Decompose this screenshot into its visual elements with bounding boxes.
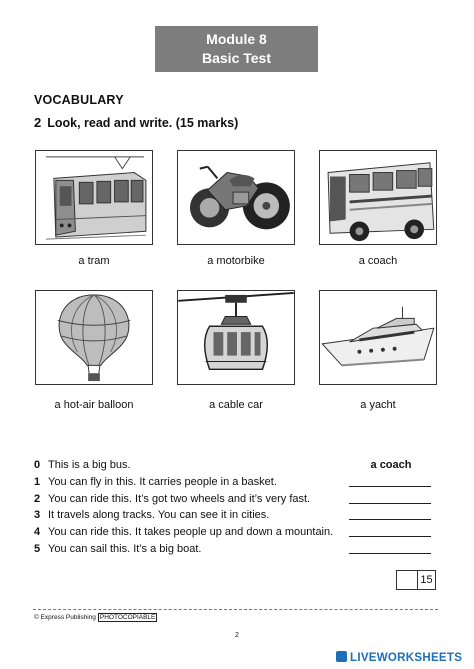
cable-car-picture [177,290,295,385]
sentence-text: You can fly in this. It carries people in a basket. [48,475,277,488]
sentence-text: You can sail this. It’s a big boat. [48,542,202,555]
publisher-credit: © Express Publishing [34,614,96,621]
sentence-row [34,507,444,524]
task-number: 2 [34,115,42,130]
answer-blank[interactable] [349,553,431,554]
sentence-list [34,457,444,558]
picture-caption: a yacht [360,399,396,411]
task-instruction: Look, read and write. (15 marks) [47,116,239,130]
sentence-number: 5 [34,542,41,555]
sentence-number: 4 [34,526,41,539]
picture-caption: a hot-air balloon [54,399,134,411]
score-box [396,570,436,590]
score-total: 15 [420,574,433,586]
sentence-text: You can ride this. It’s got two wheels and it’s very fast. [48,492,311,505]
page-number: 2 [235,632,239,639]
tram-picture [35,150,153,245]
motorbike-icon [178,151,294,244]
hot-air-balloon-icon [36,291,152,384]
footer [34,614,157,621]
divider [33,609,438,610]
section-title: VOCABULARY [34,93,124,107]
yacht-icon [320,291,436,384]
sentence-number: 3 [34,509,41,522]
sentence-row [34,474,444,491]
score-input[interactable] [397,571,418,589]
sentence-row [34,491,444,508]
sentence-row [34,524,444,541]
sentence-text: It travels along tracks. You can see it in cities. [48,509,270,522]
sentence-row [34,457,444,474]
sentence-number: 0 [34,459,41,471]
sentence-row [34,541,444,558]
coach-icon [320,151,436,244]
sentence-number: 1 [34,475,41,488]
motorbike-picture [177,150,295,245]
liveworksheets-icon [336,651,347,662]
photocopiable-label: PHOTOCOPIABLE [99,614,156,621]
answer-blank[interactable] [349,486,431,487]
picture-caption: a motorbike [207,255,265,267]
answer-blank[interactable] [349,519,431,520]
sentence-text: You can ride this. It takes people up and down a mountain. [48,526,334,539]
watermark-text: LIVEWORKSHEETS [350,652,463,664]
test-subtitle: Basic Test [202,50,271,66]
module-title: Module 8 [206,31,267,47]
coach-picture [319,150,437,245]
sentence-number: 2 [34,492,41,505]
picture-caption: a tram [78,255,110,267]
sentence-text: This is a big bus. [48,459,131,471]
picture-caption: a cable car [209,399,263,411]
answer-blank[interactable] [349,503,431,504]
module-title-box [155,26,318,72]
tram-icon [36,151,152,244]
example-answer: a coach [370,459,412,471]
picture-caption: a coach [358,255,398,267]
answer-blank[interactable] [349,536,431,537]
hot-air-balloon-picture [35,290,153,385]
task-heading [34,115,238,130]
yacht-picture [319,290,437,385]
watermark-logo [336,651,462,664]
cable-car-icon [178,291,294,384]
